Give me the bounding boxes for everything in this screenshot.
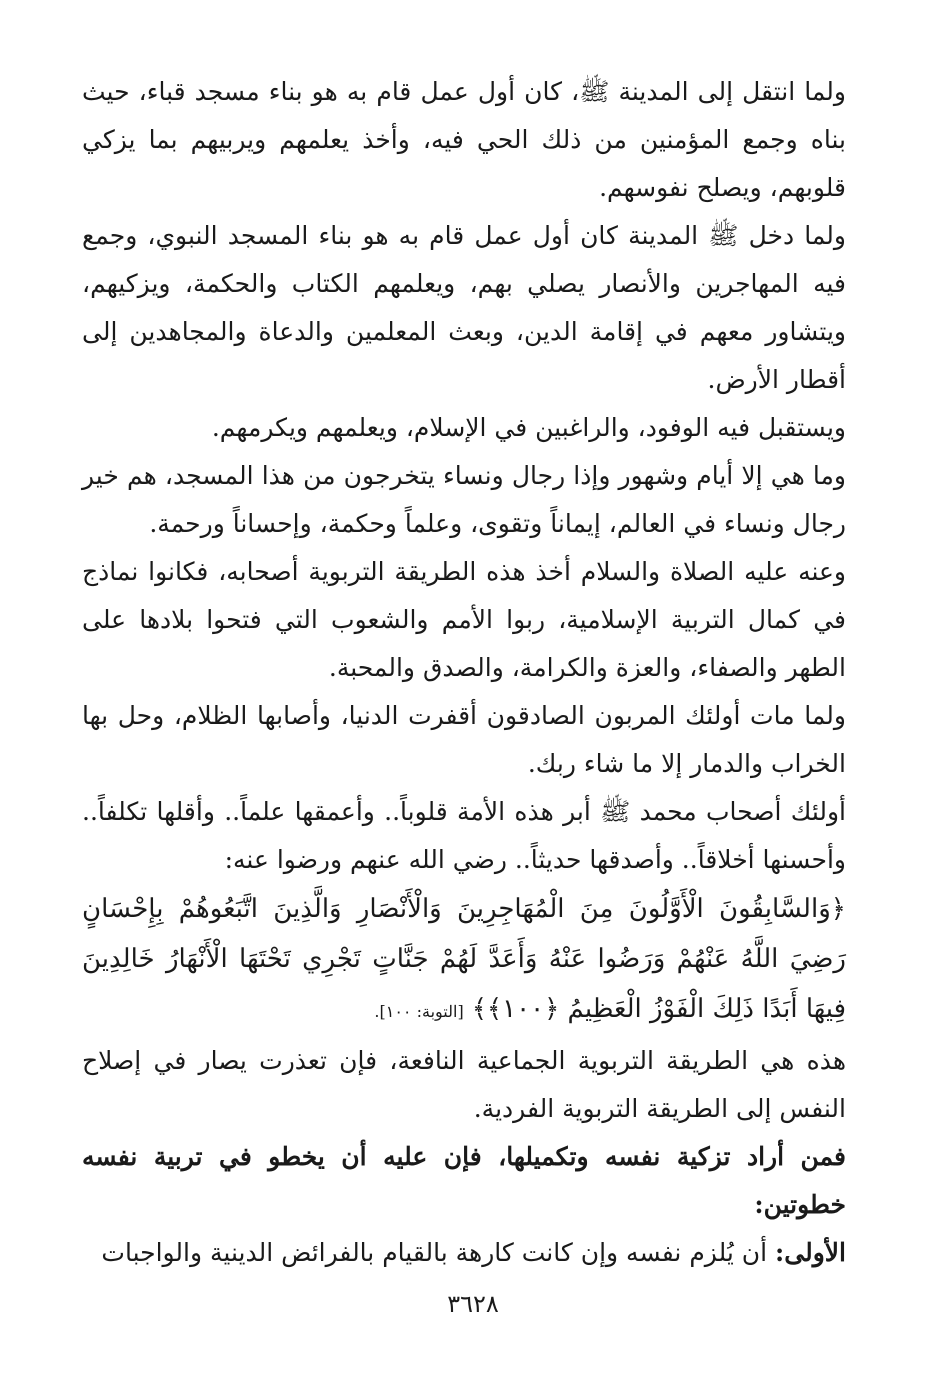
first-step-label: الأولى:: [775, 1238, 846, 1267]
quran-reference: [التوبة: ١٠٠].: [374, 1002, 464, 1021]
paragraph-delegations: ويستقبل فيه الوفود، والراغبين في الإسلام، ويعلمهم ويكرمهم.: [211, 413, 846, 442]
paragraph-companions-praise: أولئك أصحاب محمد ﷺ أبر هذه الأمة قلوباً.. وأعمقها علماً.. وأقلها تكلفاً.. وأحسنها أخلاقاً.. وأصدقها حديثاً.. رضي الله عنهم ورضوا عنه:: [82, 797, 846, 874]
paragraph-first-step: [82, 1229, 846, 1277]
paragraph-individual-method: هذه هي الطريقة التربوية الجماعية النافعة، فإن تعذرت يصار في إصلاح النفس إلى الطريقة التربوية الفردية.: [82, 1046, 846, 1123]
paragraph-companions-method: وعنه عليه الصلاة والسلام أخذ هذه الطريقة التربوية أصحابه، فكانوا نماذج في كمال التربية الإسلامية، ربوا الأمم والشعوب التي فتحوا بلادها على الطهر والصفاء، والعزة والكرامة، والصدق والمحبة.: [82, 557, 846, 682]
first-step-text: أن يُلزم نفسه وإن كانت كارهة بالقيام بالفرائض الدينية والواجبات: [101, 1238, 776, 1267]
paragraph-quba-mosque: ولما انتقل إلى المدينة ﷺ، كان أول عمل قام به هو بناء مسجد قباء، حيث بناه وجمع المؤمنين من ذلك الحي فيه، وأخذ يعلمهم ويربيهم بما يزكي قلوبهم، ويصلح نفوسهم.: [82, 77, 846, 202]
paragraph-after-death: ولما مات أولئك المربون الصادقون أقفرت الدنيا، وأصابها الظلام، وحل بها الخراب والدمار إلا ما شاء ربك.: [82, 701, 846, 778]
quran-verse: [82, 884, 846, 1037]
page-number: ٣٦٢٨: [447, 1290, 499, 1318]
bold-heading: فمن أراد تزكية نفسه وتكميلها، فإن عليه أن يخطو في تربية نفسه خطوتين:: [82, 1142, 846, 1219]
text-body: [82, 68, 846, 1277]
paragraph-prophet-mosque: ولما دخل ﷺ المدينة كان أول عمل قام به هو بناء المسجد النبوي، وجمع فيه المهاجرين والأنصار يصلي بهم، ويعلمهم الكتاب والحكمة، ويزكيهم، ويتشاور معهم في إقامة الدين، وبعث المعلمين والدعاة والمجاهدين إلى أقطار الأرض.: [82, 221, 846, 394]
quran-text: ﴿وَالسَّابِقُونَ الْأَوَّلُونَ مِنَ الْمُهَاجِرِينَ وَالْأَنْصَارِ وَالَّذِينَ اتَّبَعُوهُمْ بِإِحْسَانٍ رَضِيَ اللَّهُ عَنْهُمْ وَرَضُوا عَنْهُ وَأَعَدَّ لَهُمْ جَنَّاتٍ تَجْرِي تَحْتَهَا الْأَنْهَارُ خَالِدِينَ فِيهَا أَبَدًا ذَلِكَ الْفَوْزُ الْعَظِيمُ ﴿١٠٠﴾﴾: [82, 894, 846, 1024]
paragraph-graduates: وما هي إلا أيام وشهور وإذا رجال ونساء يتخرجون من هذا المسجد، هم خير رجال ونساء في العالم، إيماناً وتقوى، وعلماً وحكمة، وإحساناً ورحمة.: [82, 461, 846, 538]
